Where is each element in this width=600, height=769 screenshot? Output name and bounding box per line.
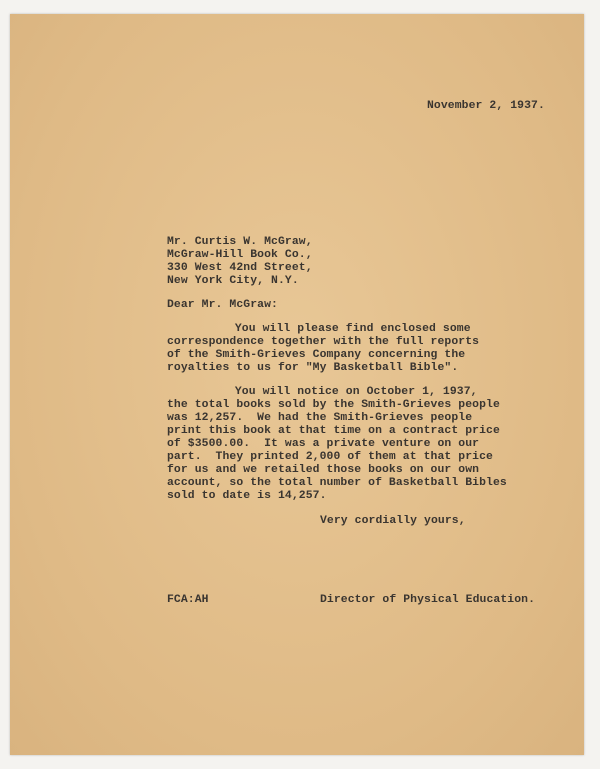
letter-date: November 2, 1937. [427,100,545,112]
paragraph-line: royalties to us for "My Basketball Bible". [167,362,459,374]
paragraph-line: correspondence together with the full reports [167,336,480,348]
letter-page [10,14,584,755]
paragraph-line: sold to date is 14,257. [167,490,327,502]
salutation: Dear Mr. McGraw: [167,299,278,311]
signature-title: Director of Physical Education. [320,594,536,606]
paragraph-line: account, so the total number of Basketball Bibles [167,477,507,489]
paragraph-line: was 12,257. We had the Smith-Grieves people [167,412,473,424]
address-line: New York City, N.Y. [167,275,299,287]
paragraph-line: part. They printed 2,000 of them at that price [167,451,493,463]
paragraph-line: of $3500.00. It was a private venture on our [167,438,480,450]
paragraph-line: for us and we retailed those books on our own [167,464,480,476]
address-line: Mr. Curtis W. McGraw, [167,236,313,248]
paragraph-line: You will please find enclosed some [110,323,471,335]
address-line: McGraw-Hill Book Co., [167,249,313,261]
typist-initials: FCA:AH [167,594,209,606]
paragraph-line: the total books sold by the Smith-Grieves people [167,399,500,411]
paragraph-line: print this book at that time on a contract price [167,425,500,437]
closing: Very cordially yours, [320,515,466,527]
address-line: 330 West 42nd Street, [167,262,313,274]
paragraph-line: You will notice on October 1, 1937, [110,386,478,398]
paragraph-line: of the Smith-Grieves Company concerning the [167,349,466,361]
